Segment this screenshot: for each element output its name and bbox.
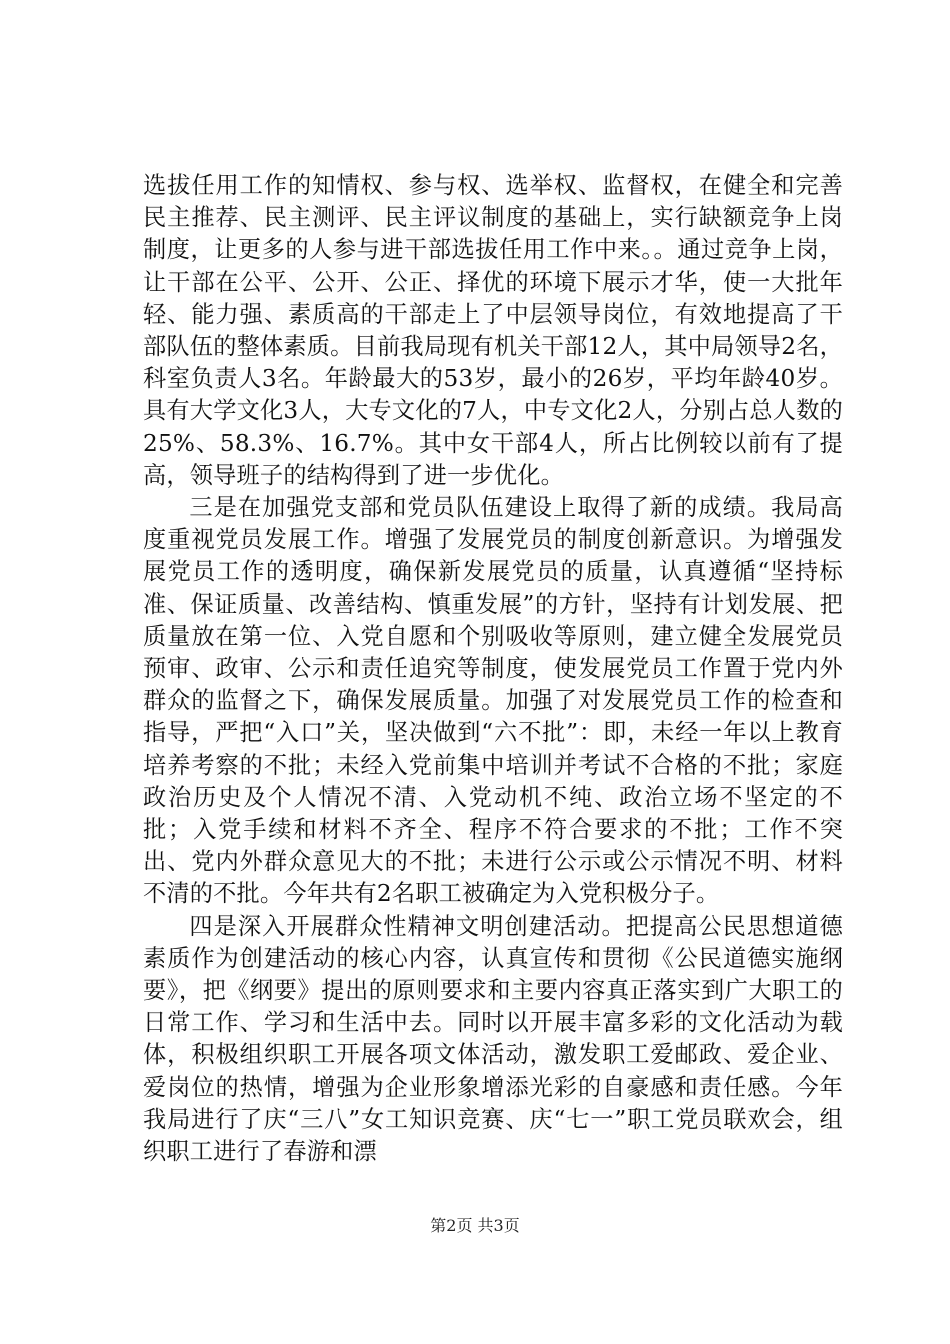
document-body (143, 170, 843, 1168)
paragraph-3: 四是深入开展群众性精神文明创建活动。把提高公民思想道德素质作为创建活动的核心内容，认真宣传和贯彻《公民道德实施纲要》，把《纲要》提出的原则要求和主要内容真正落实到广大职工的日常工作、学习和生活中去。同时以开展丰富多彩的文化活动为载体，积极组织职工开展各项文体活动，激发职工爱邮政、爱企业、爱岗位的热情，增强为企业形象增添光彩的自豪感和责任感。今年我局进行了庆“三八”女工知识竞赛、庆“七一”职工党员联欢会，组织职工进行了春游和漂 (143, 912, 843, 1166)
paragraph-2: 三是在加强党支部和党员队伍建设上取得了新的成绩。我局高度重视党员发展工作。增强了发展党员的制度创新意识。为增强发展党员工作的透明度，确保新发展党员的质量，认真遵循“坚持标准、保证质量、改善结构、慎重发展”的方针，坚持有计划发展、把质量放在第一位、入党自愿和个别吸收等原则，建立健全发展党员预审、政审、公示和责任追究等制度，使发展党员工作置于党内外群众的监督之下，确保发展质量。加强了对发展党员工作的检查和指导，严把“入口”关，坚决做到“六不批”：即，未经一年以上教育培养考察的不批；未经入党前集中培训并考试不合格的不批；家庭政治历史及个人情况不清、入党动机不纯、政治立场不坚定的不批；入党手续和材料不齐全、程序不符合要求的不批；工作不突出、党内外群众意见大的不批；未进行公示或公示情况不明、材料不清的不批。今年共有2名职工被确定为入党积极分子。 (143, 494, 843, 908)
paragraph-1: 选拔任用工作的知情权、参与权、选举权、监督权，在健全和完善民主推荐、民主测评、民主评议制度的基础上，实行缺额竞争上岗制度，让更多的人参与进干部选拔任用工作中来。。通过竞争上岗，让干部在公平、公开、公正、择优的环境下展示才华，使一大批年轻、能力强、素质高的干部走上了中层领导岗位，有效地提高了干部队伍的整体素质。目前我局现有机关干部12人，其中局领导2名，科室负责人3名。年龄最大的53岁，最小的26岁，平均年龄40岁。具有大学文化3人，大专文化的7人，中专文化2人，分别占总人数的25%、58.3%、16.7%。其中女干部4人，所占比例较以前有了提高，领导班子的结构得到了进一步优化。 (143, 172, 843, 489)
page-footer: 第2页 共3页 (430, 1216, 520, 1235)
